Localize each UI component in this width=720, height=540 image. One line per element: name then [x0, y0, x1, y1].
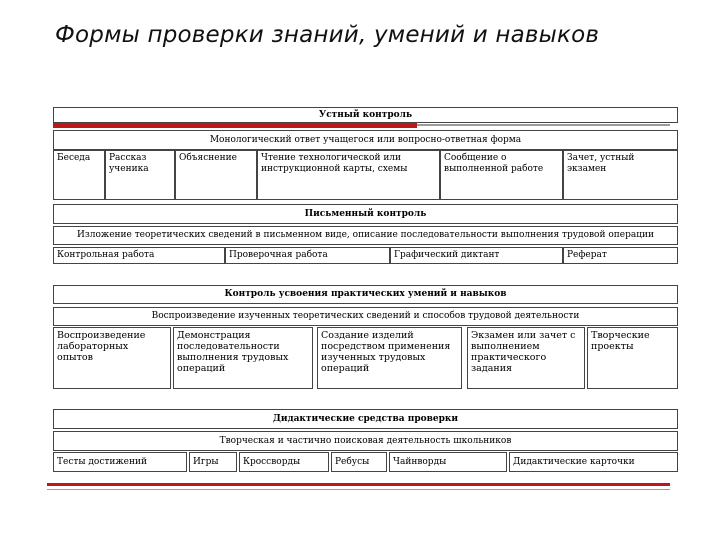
written-item-essay: Реферат	[563, 247, 678, 264]
didactic-subheader: Творческая и частично поисковая деятельность школьников	[53, 431, 678, 451]
oral-item-story: Рассказ ученика	[105, 150, 175, 200]
didactic-item-tests: Тесты достижений	[53, 452, 187, 472]
didactic-item-games: Игры	[189, 452, 237, 472]
practical-header: Контроль усвоения практических умений и навыков	[53, 285, 678, 304]
practical-item-lab: Воспроизведение лабораторных опытов	[53, 327, 171, 389]
practical-item-create: Создание изделий посредством применения изученных трудовых операций	[317, 327, 462, 389]
oral-subheader: Монологический ответ учащегося или вопросно-ответная форма	[53, 130, 678, 150]
accent-bar-red-bottom	[47, 483, 670, 486]
written-item-dictation: Графический диктант	[390, 247, 563, 264]
oral-item-conversation: Беседа	[53, 150, 105, 200]
practical-item-demo: Демонстрация последовательности выполнения трудовых операций	[173, 327, 313, 389]
didactic-item-chainwords: Чайнворды	[389, 452, 507, 472]
written-item-test: Контрольная работа	[53, 247, 225, 264]
didactic-header: Дидактические средства проверки	[53, 409, 678, 429]
oral-item-report: Сообщение о выполненной работе	[440, 150, 563, 200]
didactic-item-crosswords: Кроссворды	[239, 452, 329, 472]
oral-item-reading-card: Чтение технологической или инструкционной карты, схемы	[257, 150, 440, 200]
didactic-item-rebuses: Ребусы	[331, 452, 387, 472]
accent-bar-gray-bottom	[47, 489, 670, 490]
written-subheader: Изложение теоретических сведений в письменном виде, описание последовательности выполнения трудовой операции	[53, 226, 678, 245]
oral-item-exam: Зачет, устный экзамен	[563, 150, 678, 200]
written-header: Письменный контроль	[53, 204, 678, 224]
accent-bar-gray-top	[417, 124, 670, 126]
didactic-item-cards: Дидактические карточки	[509, 452, 678, 472]
oral-item-explanation: Объяснение	[175, 150, 257, 200]
practical-item-projects: Творческие проекты	[587, 327, 678, 389]
written-item-check: Проверочная работа	[225, 247, 390, 264]
practical-item-exam: Экзамен или зачет с выполнением практического задания	[467, 327, 585, 389]
practical-subheader: Воспроизведение изученных теоретических сведений и способов трудовой деятельности	[53, 307, 678, 326]
oral-header: Устный контроль	[53, 107, 678, 123]
page-title: Формы проверки знаний, умений и навыков	[55, 22, 600, 48]
